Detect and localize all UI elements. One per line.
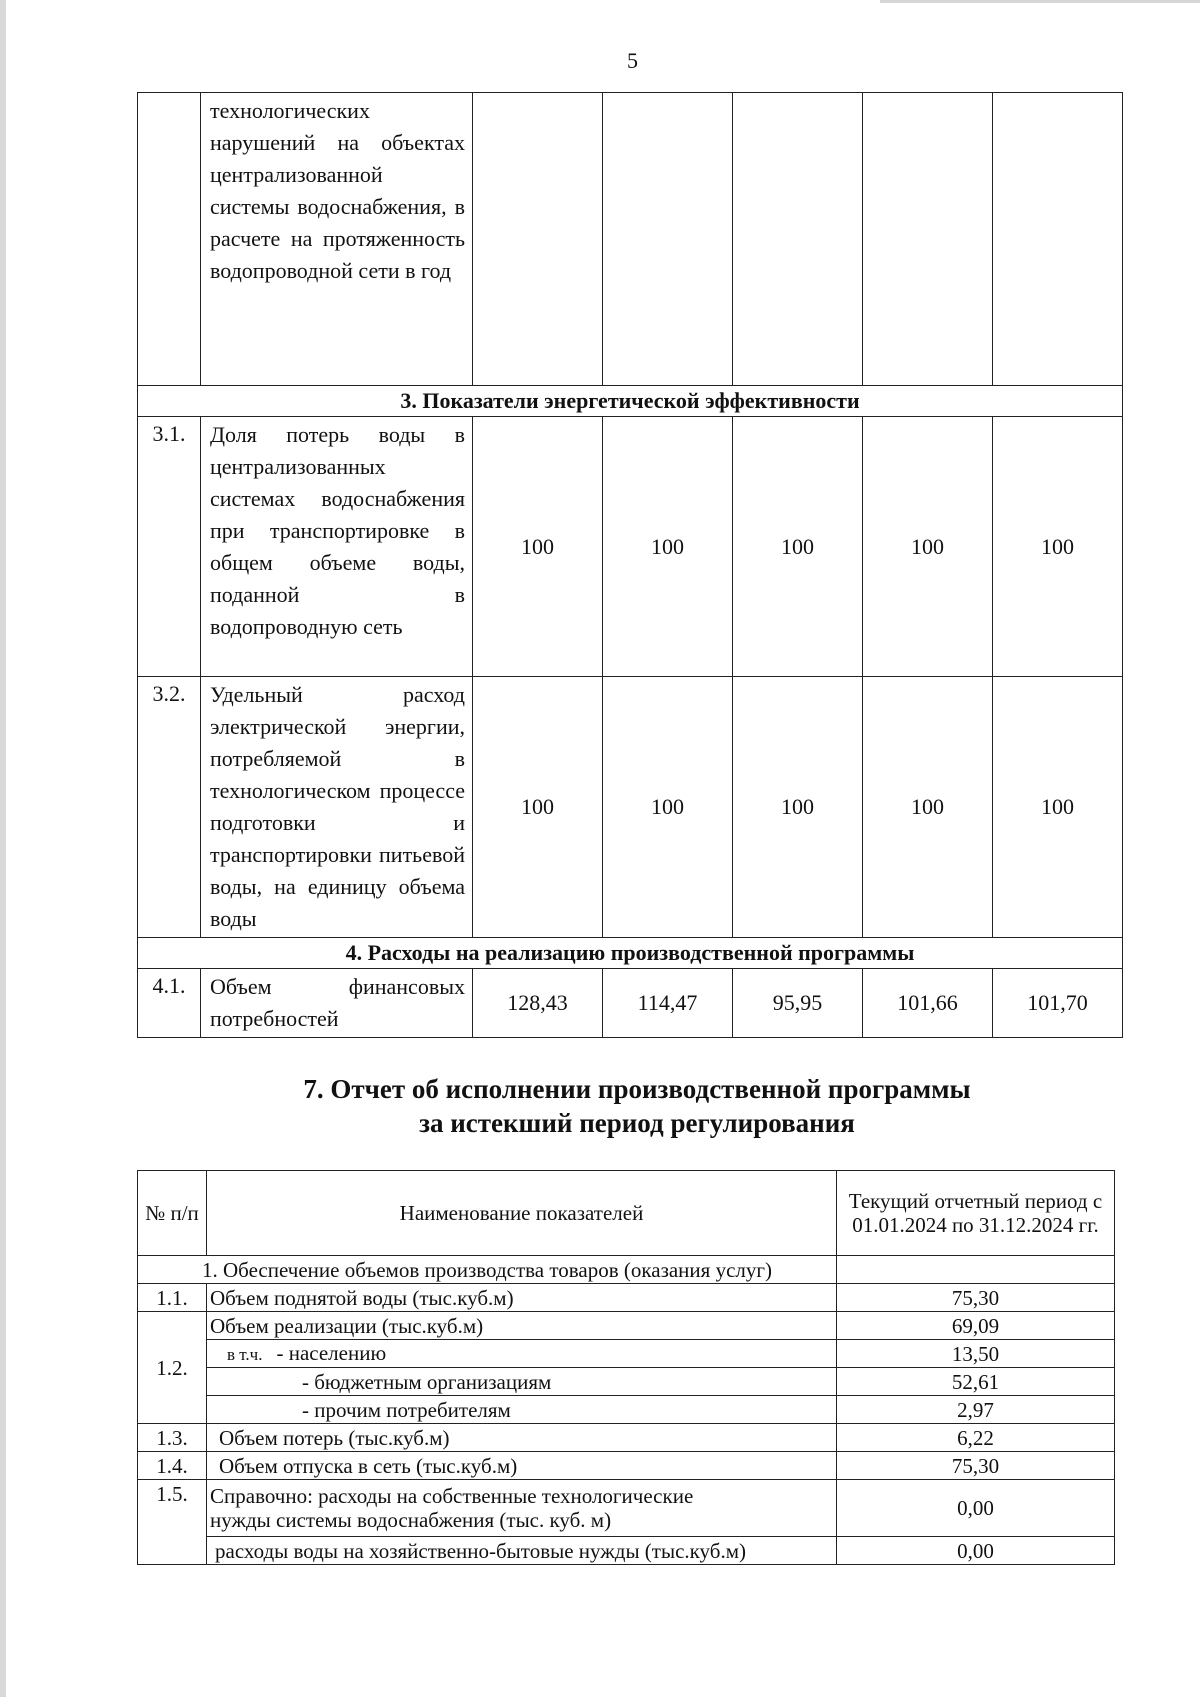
- value-cell: [993, 93, 1123, 386]
- value-cell: 95,95: [733, 969, 863, 1038]
- value-cell: 100: [473, 417, 603, 677]
- row-name-line1: Справочно: расходы на собственные технологические: [210, 1484, 694, 1508]
- scan-left-edge: [0, 0, 6, 1697]
- value-cell: 100: [733, 677, 863, 938]
- row-name: Объем поднятой воды (тыс.куб.м): [207, 1284, 837, 1312]
- table-row: [138, 677, 1123, 938]
- row-number: 3.1.: [138, 417, 201, 677]
- value-cell: 128,43: [473, 969, 603, 1038]
- row-number: 3.2.: [138, 677, 201, 938]
- table-row: [138, 1284, 1115, 1312]
- value-cell: 100: [733, 417, 863, 677]
- report-table: [137, 1170, 1115, 1565]
- value-cell: 13,50: [837, 1340, 1115, 1368]
- header-period: Текущий отчетный период с 01.01.2024 по 31.12.2024 гг.: [837, 1171, 1115, 1256]
- value-cell: 75,30: [837, 1284, 1115, 1312]
- table-row: [138, 1368, 1115, 1396]
- row-number: 1.2.: [138, 1312, 207, 1424]
- value-cell: [603, 93, 733, 386]
- row-number: 1.3.: [138, 1424, 207, 1452]
- value-cell: 100: [473, 677, 603, 938]
- row-name-line2: нужды системы водоснабжения (тыс. куб. м): [210, 1508, 612, 1532]
- row-name-text: - населению: [276, 1340, 387, 1365]
- header-name: Наименование показателей: [207, 1171, 837, 1256]
- value-cell: 100: [603, 417, 733, 677]
- table-row: [138, 1480, 1115, 1537]
- row-number: [138, 93, 201, 386]
- table-row: [138, 1312, 1115, 1340]
- table-row: [138, 1340, 1115, 1368]
- value-cell: 0,00: [837, 1480, 1115, 1537]
- row-name: - бюджетным организациям: [207, 1368, 837, 1396]
- section-row: [138, 938, 1123, 969]
- value-cell: [473, 93, 603, 386]
- header-row: [138, 1171, 1115, 1256]
- row-number: 4.1.: [138, 969, 201, 1038]
- report-heading: [137, 1072, 1137, 1140]
- value-cell: 2,97: [837, 1396, 1115, 1424]
- value-cell: 100: [993, 677, 1123, 938]
- row-name: Объем реализации (тыс.куб.м): [207, 1312, 837, 1340]
- row-name: расходы воды на хозяйственно-бытовые нужды (тыс.куб.м): [207, 1537, 837, 1565]
- section-3-title: 3. Показатели энергетической эффективности: [138, 386, 1123, 417]
- report-heading-line1: 7. Отчет об исполнении производственной программы: [303, 1074, 971, 1104]
- value-cell: 69,09: [837, 1312, 1115, 1340]
- table-row: [138, 1452, 1115, 1480]
- row-name: [207, 1340, 837, 1368]
- group-row: [138, 1256, 1115, 1284]
- row-number: 1.5.: [138, 1480, 207, 1565]
- value-cell: 100: [603, 677, 733, 938]
- table-row: [138, 93, 1123, 386]
- value-cell: [837, 1256, 1115, 1284]
- value-cell: 6,22: [837, 1424, 1115, 1452]
- row-name: [207, 1480, 837, 1537]
- value-cell: 101,70: [993, 969, 1123, 1038]
- row-prefix: в т.ч.: [227, 1344, 263, 1364]
- section-4-title: 4. Расходы на реализацию производственной программы: [138, 938, 1123, 969]
- value-cell: 100: [863, 417, 993, 677]
- value-cell: 100: [993, 417, 1123, 677]
- row-name: Удельный расход электрической энергии, потребляемой в технологическом процессе подготовки и транспортировки питьевой воды, на единицу объема воды: [201, 677, 473, 938]
- table-row: [138, 1396, 1115, 1424]
- value-cell: 101,66: [863, 969, 993, 1038]
- group-1-title: 1. Обеспечение объемов производства товаров (оказания услуг): [138, 1256, 837, 1284]
- table-row: [138, 1424, 1115, 1452]
- section-row: [138, 386, 1123, 417]
- indicators-table: [137, 92, 1123, 1038]
- value-cell: 52,61: [837, 1368, 1115, 1396]
- header-number: № п/п: [138, 1171, 207, 1256]
- scan-top-edge: [880, 0, 1200, 3]
- row-number: 1.4.: [138, 1452, 207, 1480]
- table-row: [138, 1537, 1115, 1565]
- row-number: 1.1.: [138, 1284, 207, 1312]
- row-name: - прочим потребителям: [207, 1396, 837, 1424]
- value-cell: [733, 93, 863, 386]
- row-name: Доля потерь воды в централизованных системах водоснабжения при транспортировке в общем объеме воды, поданной в водопроводную сеть: [201, 417, 473, 677]
- value-cell: 75,30: [837, 1452, 1115, 1480]
- table-row: [138, 417, 1123, 677]
- value-cell: 100: [863, 677, 993, 938]
- row-name: технологических нарушений на объектах централизованной системы водоснабжения, в расчете на протяженность водопроводной сети в год: [201, 93, 473, 386]
- report-heading-line2: за истекший период регулирования: [419, 1108, 855, 1138]
- row-name: Объем финансовых потребностей: [201, 969, 473, 1038]
- value-cell: [863, 93, 993, 386]
- value-cell: 0,00: [837, 1537, 1115, 1565]
- row-name: Объем отпуска в сеть (тыс.куб.м): [207, 1452, 837, 1480]
- row-name: Объем потерь (тыс.куб.м): [207, 1424, 837, 1452]
- page-number: 5: [627, 48, 638, 73]
- table-row: [138, 969, 1123, 1038]
- value-cell: 114,47: [603, 969, 733, 1038]
